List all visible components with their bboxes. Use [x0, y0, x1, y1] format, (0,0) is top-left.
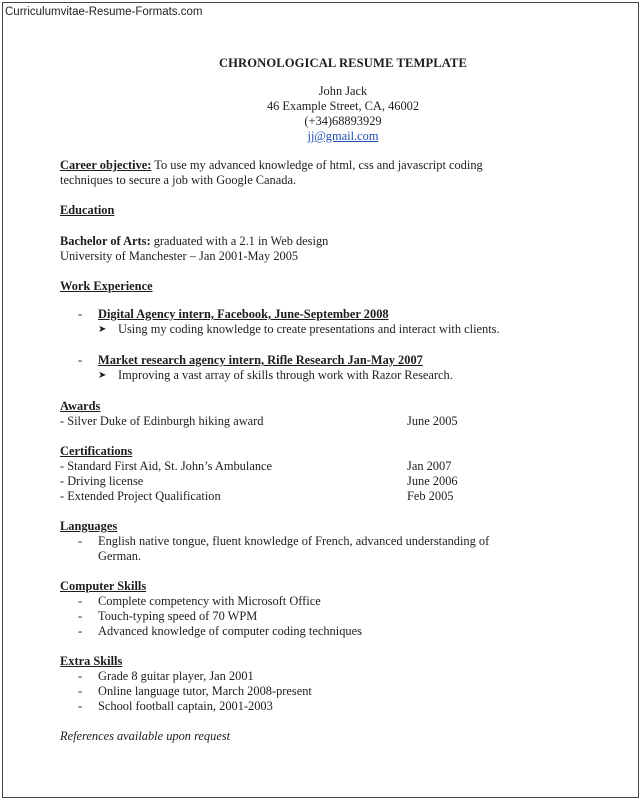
list-item-text: Touch-typing speed of 70 WPM [98, 609, 258, 623]
objective-text-2: techniques to secure a job with Google Canada. [60, 173, 297, 187]
list-item [60, 669, 620, 684]
job-detail-text: Improving a vast array of skills through work with Razor Research. [118, 368, 453, 382]
list-item [60, 684, 620, 699]
job-dash: - [78, 353, 83, 367]
list-dash: - [78, 609, 83, 623]
languages-item-cont [60, 549, 620, 564]
list-item-text: Online language tutor, March 2008-present [98, 684, 312, 698]
certification-text: - Driving license [60, 474, 144, 488]
certification-text: - Standard First Aid, St. John’s Ambulance [60, 459, 273, 473]
certifications-heading: Certifications [60, 444, 133, 458]
list-item [60, 699, 620, 714]
list-dash: - [78, 699, 83, 713]
education-heading: Education [60, 203, 115, 217]
education-degree [60, 234, 620, 249]
certification-date: June 2006 [407, 474, 458, 488]
objective-text-1: To use my advanced knowledge of html, css and javascript coding [151, 158, 483, 172]
languages-text-1: English native tongue, fluent knowledge of French, advanced understanding of [98, 534, 490, 548]
arrow-bullet-icon: ➤ [98, 370, 107, 381]
certification-item [60, 489, 620, 504]
degree-text: graduated with a 2.1 in Web design [150, 234, 329, 248]
award-date: June 2005 [407, 414, 458, 428]
award-item [60, 414, 620, 429]
job-title-text: Market research agency intern, Rifle Research Jan-May 2007 [98, 353, 423, 367]
certification-text: - Extended Project Qualification [60, 489, 221, 503]
certification-date: Feb 2005 [407, 489, 454, 503]
list-dash: - [78, 669, 83, 683]
list-dash: - [78, 624, 83, 638]
contact-name: John Jack [318, 84, 368, 98]
list-item [60, 594, 620, 609]
references-note: References available upon request [60, 729, 231, 743]
degree-label: Bachelor of Arts: [60, 234, 151, 248]
list-item-text: Grade 8 guitar player, Jan 2001 [98, 669, 254, 683]
watermark: Curriculumvitae-Resume-Formats.com [5, 6, 203, 18]
certification-date: Jan 2007 [407, 459, 452, 473]
resume-page [60, 56, 620, 744]
list-item-text: Advanced knowledge of computer coding techniques [98, 624, 362, 638]
job-title-2 [60, 353, 620, 368]
certification-item [60, 474, 620, 489]
list-dash: - [78, 684, 83, 698]
contact-address: 46 Example Street, CA, 46002 [266, 99, 420, 113]
job-title-1 [60, 307, 620, 322]
resume-title: CHRONOLOGICAL RESUME TEMPLATE [218, 56, 468, 70]
list-item-text: Complete competency with Microsoft Office [98, 594, 321, 608]
job-detail-text: Using my coding knowledge to create presentations and interact with clients. [118, 322, 500, 336]
job-detail-2 [60, 368, 620, 383]
languages-item [60, 534, 620, 549]
job-detail-1 [60, 322, 620, 337]
certification-item [60, 459, 620, 474]
job-dash: - [78, 307, 83, 321]
objective-label: Career objective: [60, 158, 152, 172]
awards-heading: Awards [60, 399, 101, 413]
languages-heading: Languages [60, 519, 118, 533]
education-school: University of Manchester – Jan 2001-May 2005 [60, 249, 299, 263]
career-objective [60, 158, 620, 188]
contact-email-link[interactable]: jj@gmail.com [307, 129, 379, 143]
arrow-bullet-icon: ➤ [98, 324, 107, 335]
list-item [60, 624, 620, 639]
languages-text-2: German. [98, 549, 142, 563]
work-heading: Work Experience [60, 279, 153, 293]
list-dash: - [78, 534, 83, 548]
computer-skills-heading: Computer Skills [60, 579, 147, 593]
contact-phone: (+34)68893929 [304, 114, 382, 128]
list-item [60, 609, 620, 624]
list-dash: - [78, 594, 83, 608]
award-text: - Silver Duke of Edinburgh hiking award [60, 414, 264, 428]
extra-skills-heading: Extra Skills [60, 654, 123, 668]
list-item-text: School football captain, 2001-2003 [98, 699, 273, 713]
contact-block [66, 84, 620, 144]
job-title-text: Digital Agency intern, Facebook, June-September 2008 [98, 307, 389, 321]
